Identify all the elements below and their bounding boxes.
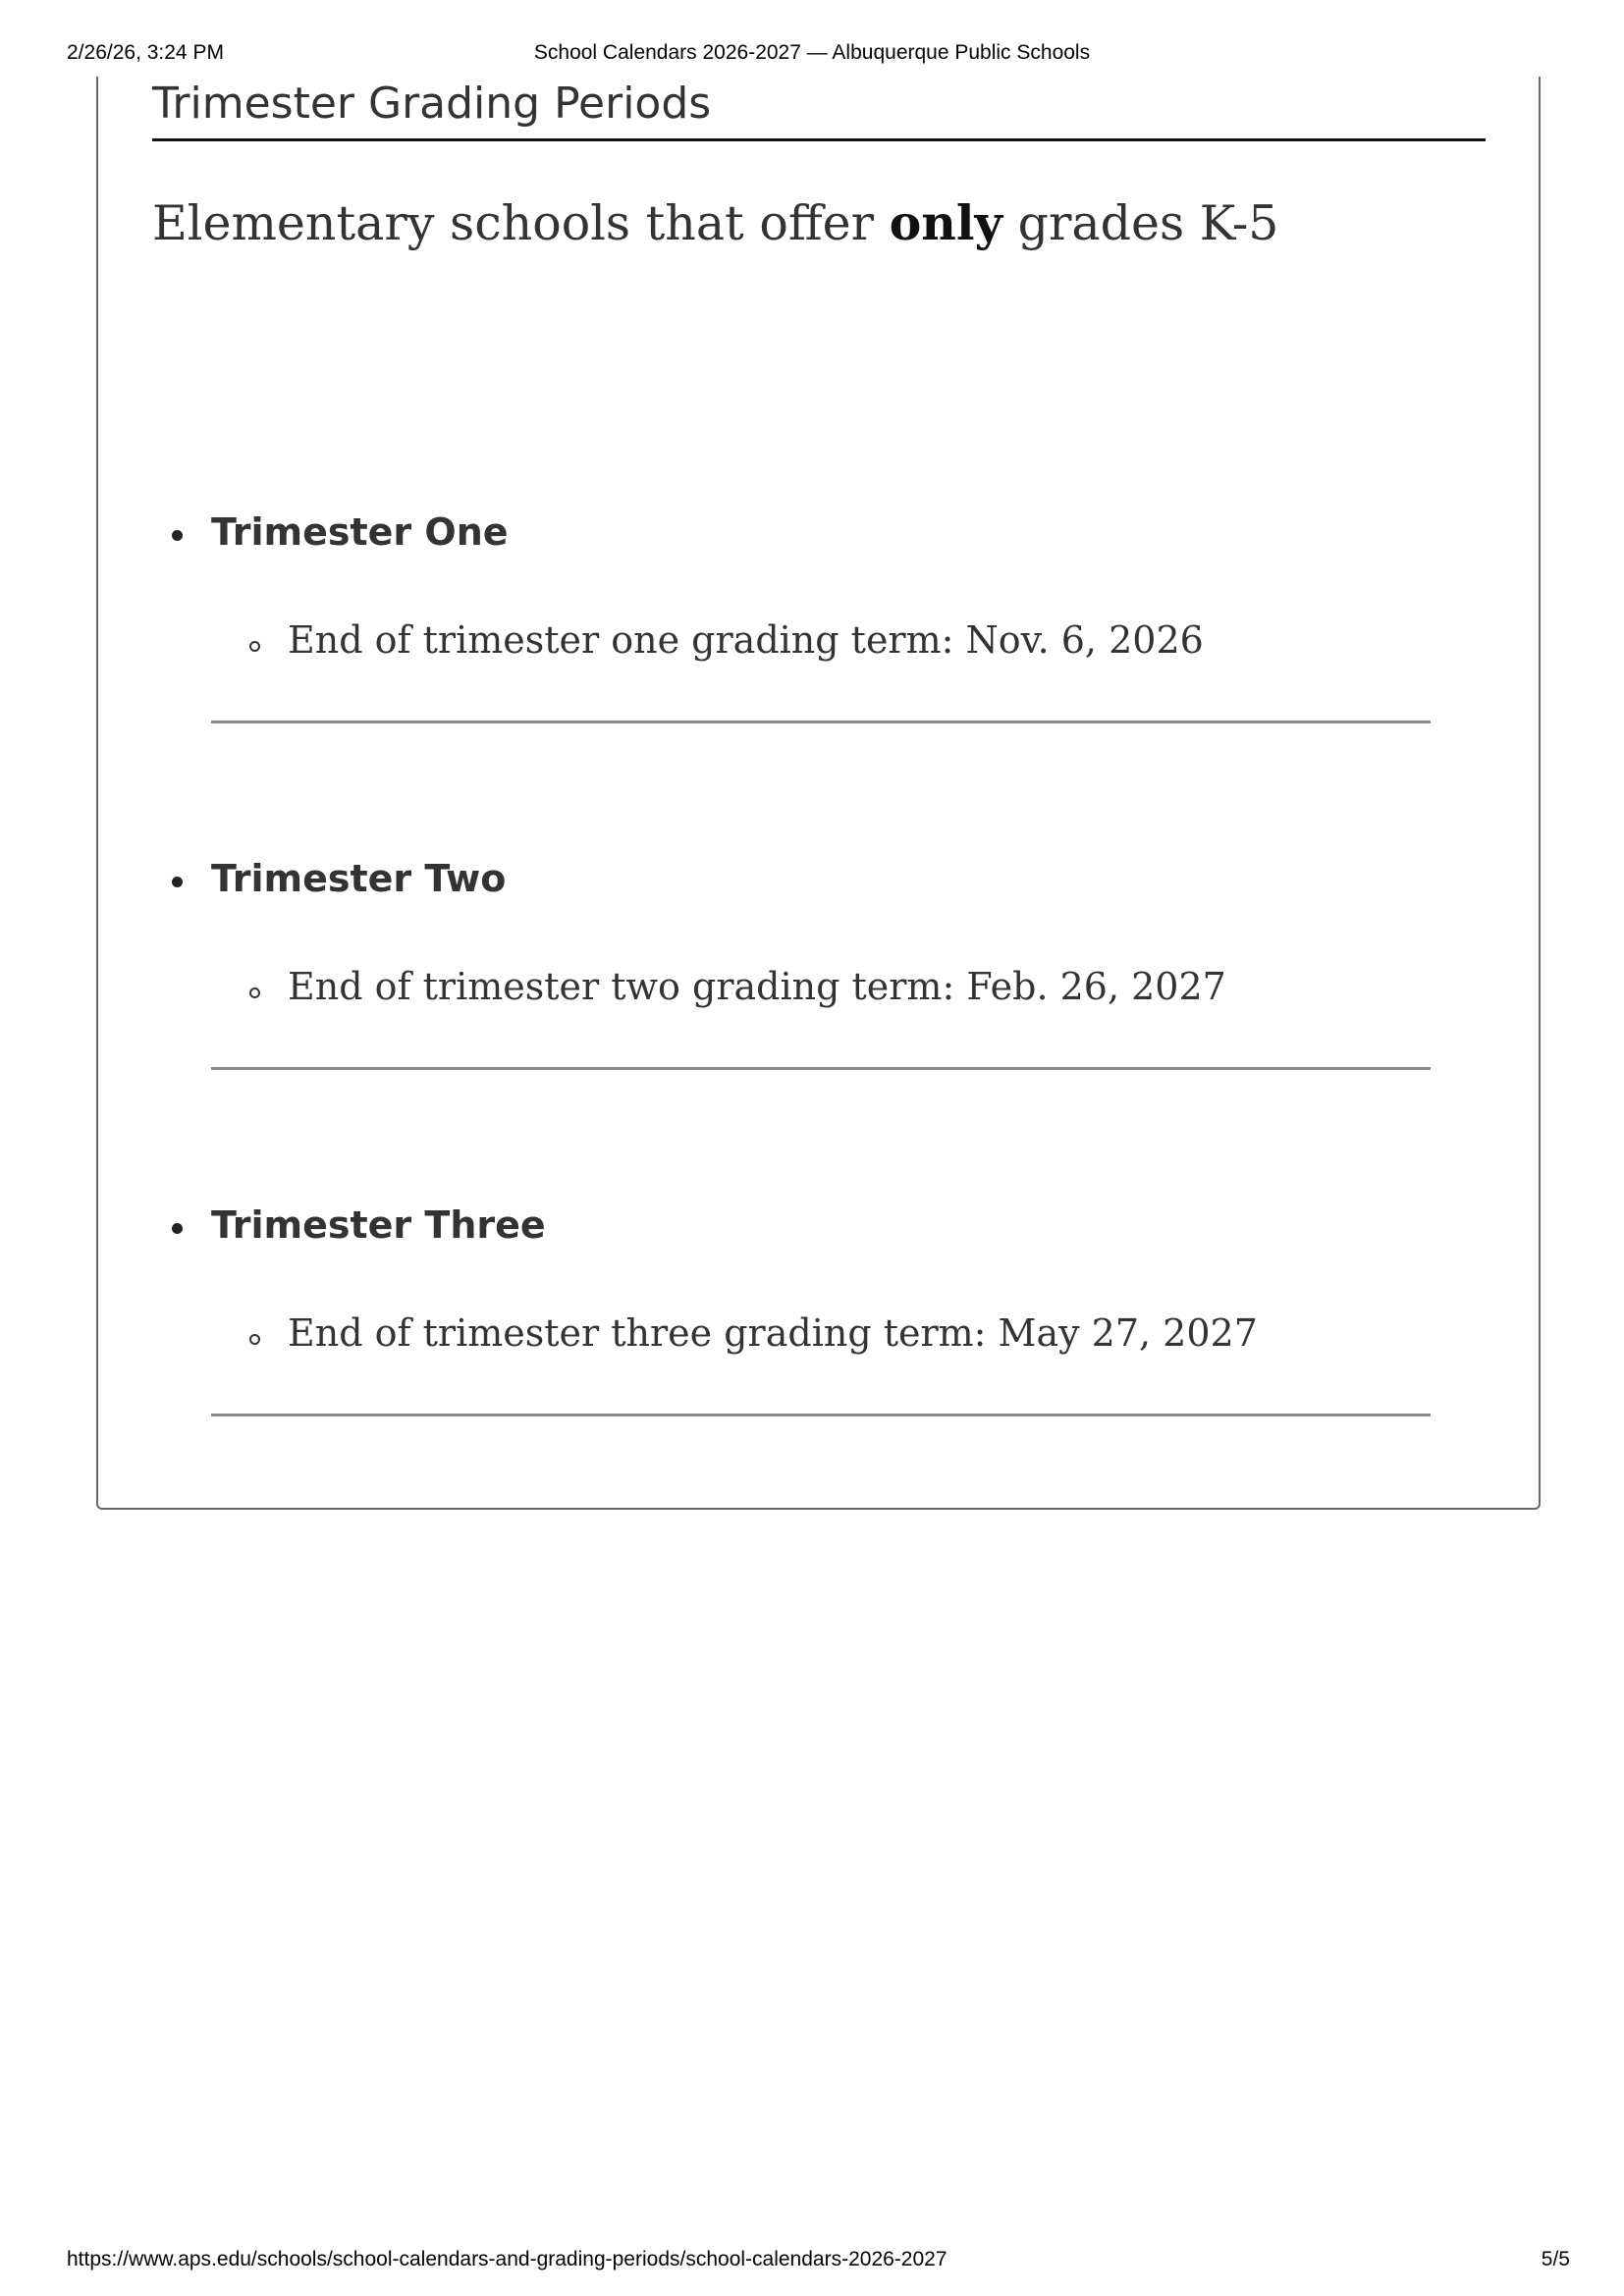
subheading-text-after: grades K-5 [1002,195,1279,251]
term-detail: End of trimester one grading term: Nov. 6, 2026 [288,618,1204,662]
term-divider [211,1067,1431,1070]
disc-bullet-icon [172,877,183,887]
content-card [96,77,1541,1510]
section-title-rule [152,138,1486,141]
print-header [0,41,1624,71]
disc-bullet-icon [172,1223,183,1234]
subheading-text-before: Elementary schools that offer [152,195,890,251]
print-datetime: 2/26/26, 3:24 PM [67,41,224,64]
subheading-emphasis: only [889,194,1003,251]
circle-bullet-icon [249,988,260,998]
subheading [152,194,1278,251]
term-name: Trimester Three [211,1203,546,1247]
page-url: https://www.aps.edu/schools/school-calendars-and-grading-periods/school-calendars-2026-2027 [67,2248,947,2270]
circle-bullet-icon [249,1334,260,1345]
section-title: Trimester Grading Periods [152,79,712,129]
term-detail: End of trimester two grading term: Feb. 26, 2027 [288,965,1226,1008]
term-name: Trimester Two [211,857,507,900]
disc-bullet-icon [172,530,183,541]
term-divider [211,1414,1431,1416]
term-detail: End of trimester three grading term: May 27, 2027 [288,1311,1258,1355]
term-divider [211,721,1431,723]
print-page-title: School Calendars 2026-2027 — Albuquerque Public Schools [533,41,1091,64]
page-number: 5/5 [1541,2248,1570,2270]
term-name: Trimester One [211,510,509,554]
circle-bullet-icon [249,641,260,652]
